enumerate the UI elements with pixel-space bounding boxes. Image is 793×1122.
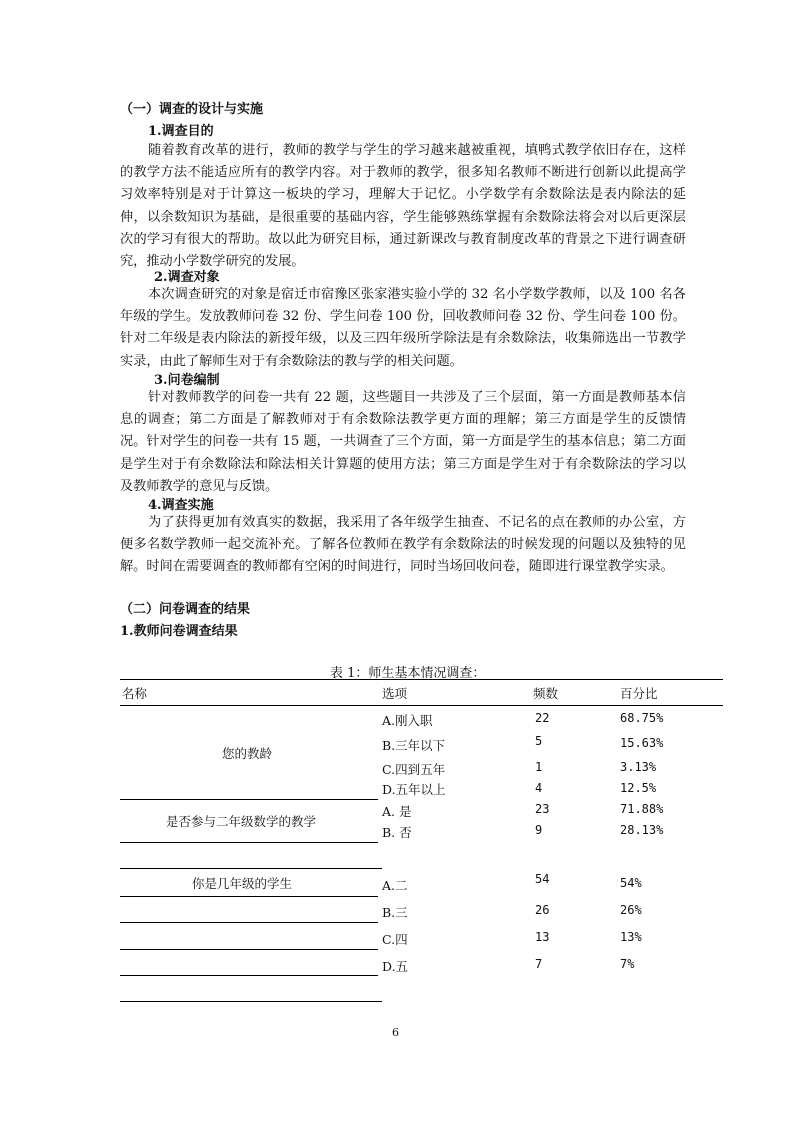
table-top-rule bbox=[120, 679, 723, 680]
frequency-cell: 54 bbox=[535, 872, 550, 886]
option-cell: B. 否 bbox=[382, 825, 412, 840]
frequency-cell: 5 bbox=[535, 734, 543, 748]
frequency-cell: 23 bbox=[535, 802, 550, 816]
purpose-paragraph: 随着教育改革的进行，教师的教学与学生的学习越来越被重视，填鸭式教学依旧存在，这样的教学方法不能适应所有的教学内容。对于教师的教学，很多知名教师不断进行创新以此提高学习效率特别是对于计算这一板块的学习，理解大于记忆。小学数学有余数除法是表内除法的延伸，以余数知识为基础，是很重要的基础内容，学生能够熟练掌握有余数除法将会对以后更深层次的学习有很大的帮助。故以此为研究目标，通过新课改与教育制度改革的背景之下进行调查研究，推动小学数学研究的发展。 bbox=[120, 143, 686, 270]
header-percent: 百分比 bbox=[620, 686, 658, 701]
option-cell: A. 是 bbox=[382, 804, 412, 819]
frequency-cell: 26 bbox=[535, 903, 550, 917]
row-divider bbox=[120, 975, 378, 976]
frequency-cell: 13 bbox=[535, 930, 550, 944]
header-frequency: 频数 bbox=[533, 686, 559, 701]
frequency-cell: 22 bbox=[535, 711, 550, 725]
option-cell: A.二 bbox=[382, 878, 408, 893]
percent-cell: 26% bbox=[620, 903, 642, 917]
subsection-subjects-title: 2.调查对象 bbox=[154, 270, 220, 285]
option-cell: C.四到五年 bbox=[382, 762, 446, 777]
header-option: 选项 bbox=[382, 686, 408, 701]
table-header-rule bbox=[120, 705, 723, 706]
percent-cell: 12.5% bbox=[620, 781, 657, 795]
frequency-cell: 9 bbox=[535, 823, 543, 837]
header-name: 名称 bbox=[122, 686, 148, 701]
table-bottom-rule bbox=[120, 1001, 382, 1002]
option-cell: D.五 bbox=[382, 959, 409, 974]
frequency-cell: 1 bbox=[535, 760, 543, 774]
option-cell: D.五年以上 bbox=[382, 782, 446, 797]
percent-cell: 54% bbox=[620, 876, 642, 890]
subsection-questionnaire-title: 3.问卷编制 bbox=[154, 373, 220, 388]
row-divider bbox=[120, 896, 378, 897]
section-2-1-title: 1.教师问卷调查结果 bbox=[120, 624, 238, 639]
option-cell: B.三年以下 bbox=[382, 738, 446, 753]
percent-cell: 28.13% bbox=[620, 823, 664, 837]
row-divider bbox=[120, 842, 378, 843]
percent-cell: 3.13% bbox=[620, 760, 657, 774]
page-number: 6 bbox=[392, 1026, 399, 1039]
frequency-cell: 4 bbox=[535, 781, 543, 795]
group-student-grade: 你是几年级的学生 bbox=[192, 876, 293, 891]
section-1-title: （一）调查的设计与实施 bbox=[120, 102, 264, 117]
percent-cell: 13% bbox=[620, 930, 642, 944]
questionnaire-paragraph: 针对教师教学的问卷一共有 22 题，这些题目一共涉及了三个层面，第一方面是教师基本信息的调查；第二方面是了解教师对于有余数除法教学更方面的理解；第三方面是学生的反馈情况。针对学生的问卷一共有 15 题，一共调查了三个方面，第一方面是学生的基本信息；第二方面是学生对于有余数除法和除法相关计算题的使用方法；第三方面是学生对于有余数除法的学习以及教师教学的意见与反馈。 bbox=[120, 390, 686, 494]
row-divider bbox=[120, 949, 378, 950]
subsection-implementation-title: 4.调查实施 bbox=[148, 498, 214, 513]
subsection-purpose-title: 1.调查目的 bbox=[148, 124, 214, 139]
subjects-paragraph: 本次调查研究的对象是宿迁市宿豫区张家港实验小学的 32 名小学数学教师，以及 100 名各年级的学生。发放教师问卷 32 份、学生问卷 100 份，回收教师问卷 32 份、学生问卷 100 份。针对二年级是表内除法的新授年级，以及三四年级所学除法是有余数除法，收集筛选出一节教学实录，由此了解师生对于有余数除法的教与学的相关问题。 bbox=[120, 287, 686, 369]
percent-cell: 68.75% bbox=[620, 711, 664, 725]
group-teaching-years: 您的教龄 bbox=[222, 746, 273, 761]
section-2-title: （二）问卷调查的结果 bbox=[120, 602, 251, 617]
frequency-cell: 7 bbox=[535, 957, 543, 971]
group-grade2-teaching: 是否参与二年级数学的教学 bbox=[166, 814, 317, 829]
row-divider bbox=[120, 868, 382, 869]
percent-cell: 7% bbox=[620, 957, 635, 971]
row-divider bbox=[120, 922, 378, 923]
percent-cell: 15.63% bbox=[620, 736, 664, 750]
table-caption: 表 1：师生基本情况调查： bbox=[330, 666, 486, 681]
option-cell: C.四 bbox=[382, 932, 408, 947]
implementation-paragraph: 为了获得更加有效真实的数据，我采用了各年级学生抽查、不记名的点在教师的办公室，方便多名数学教师一起交流补充。了解各位教师在教学有余数除法的时候发现的问题以及独特的见解。时间在需要调查的教师都有空闲的时间进行，同时当场回收问卷，随即进行课堂教学实录。 bbox=[120, 515, 686, 575]
option-cell: A.刚入职 bbox=[382, 713, 433, 728]
option-cell: B.三 bbox=[382, 905, 408, 920]
percent-cell: 71.88% bbox=[620, 802, 664, 816]
row-divider bbox=[120, 799, 378, 800]
